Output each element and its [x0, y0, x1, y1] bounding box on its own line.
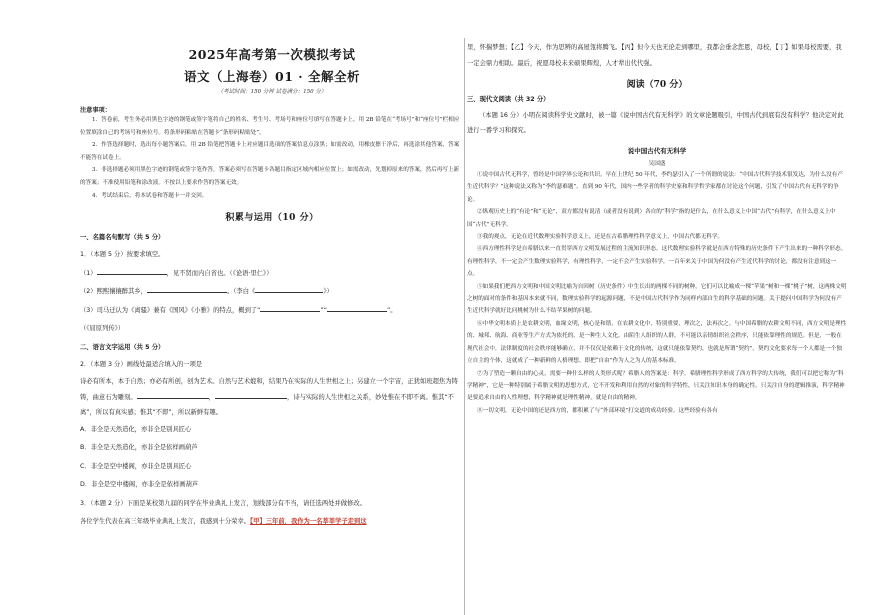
note-item: 3．非选择题必须用黑色字迹的钢笔或签字笔作答，答案必须写在答题卡各题目指定区域内相应位置上；如需改动，先划掉原来的答案，然后再写上新的答案；不准使用铅笔和涂改液。不按以上要求作答的答案无效。	[80, 167, 460, 186]
q3-body-text: 各位学生代表在高三年级毕业典礼上发言，我感到十分荣幸。	[80, 518, 251, 526]
article-paragraph: ⑧一切文明，无论中国的还是西方的，都积累了与“外部环境”打交道的成功经验。这些经验有各有	[477, 407, 718, 414]
q1-2-end: 》）	[323, 288, 333, 296]
question-1-3	[80, 302, 464, 321]
q1-2-mid: 。（李白《	[226, 288, 256, 296]
notes-heading: 注意事项：	[80, 107, 111, 114]
part3-heading: 三、现代文阅读（共 32 分）	[467, 96, 550, 103]
note-item: 1．答卷前，考生务必用黑色字迹的钢笔或签字笔将自己的姓名、考生号、考场号和座位号填写在答题卡上。用 2B 铅笔在“考场号”和“座位号”栏相应位置填涂自己的考场号和座位号。将条形码粘贴在答题卡“条形码粘贴处”。	[80, 117, 460, 136]
article-paragraph: ①说中国古代无科学，曾经是中国学界公论和共识。早在上世纪 50 年代，李约瑟引入了一个所谓的说法：“中国古代科学技术很发达，为什么没有产生近代科学？”这种说法又称为“李约瑟难题”。直到 90 年代，国内一些学者的科学史家和科学哲学家都在讨论这个问题，引发了中国古代有无科学的争论。	[467, 172, 843, 203]
exam-subtitle: 语文（上海卷）01 · 全解全析	[184, 69, 360, 84]
q1-3-end: ”。	[386, 306, 397, 314]
note-item: 4．考试结束后，将本试卷和答题卡一并交回。	[92, 192, 208, 199]
question-2-passage	[80, 374, 464, 421]
q1-1-suffix: ，见不贤而内自省也。（《论语·里仁》）	[166, 269, 273, 277]
answer-blank[interactable]	[260, 303, 320, 312]
answer-blank[interactable]	[137, 390, 209, 399]
q1-3-prefix: （3）司马迁认为《离骚》兼有《国风》《小雅》的特点，概到了“	[80, 306, 261, 314]
question-1-3-source: （《屈原列传》）	[80, 325, 125, 333]
article-paragraph: ④西方理性科学是自希腊以来一直贯穿西方文明发展过程的主流知识形态。这代数理实验科学就是在西方特殊的历史条件下产生出来的一种科学形态。有理性科学，不一定会产生数理实验科学，有理性科学，一定不会产生实验科学。一百年来关于中国为何没有产生近代科学的讨论，都没有注意到这一点。	[467, 246, 847, 278]
question-1-1	[80, 265, 464, 284]
part1-heading: 一、名篇名句默写（共 5 分）	[80, 234, 165, 242]
answer-blank[interactable]	[255, 284, 323, 293]
option-a[interactable]: A．非全是天然造化，亦非全是别具匠心	[80, 425, 192, 433]
section-title-reading: 阅读（70 分）	[626, 80, 688, 90]
exam-time-info: （考试时间：150 分钟 试卷满分：150 分）	[217, 89, 327, 95]
q1-3-mid: ”“	[320, 306, 327, 314]
answer-blank[interactable]	[215, 390, 287, 399]
passage-text-2: ，诗与实际的人生世相之关系，妙处惟在不即不离。惟其“不离”，所以有真实感；惟其“不即”，所以新鲜有趣。	[80, 393, 454, 417]
question-1-2	[80, 283, 464, 302]
reading-intro: （本题 16 分）小明在阅读科学史文献时，被一篇《说中国古代有无科学》的文章论题吸引，中国古代到底有没有科学？他决定对此进行一番学习和探究。	[467, 112, 844, 134]
article-paragraph: ⑥中华文明本质上是农耕文明，血缘文明，核心是和谐，在农耕文化中，特别重要，理次之，法再次之。与中国希腊的农耕文明不同，西方文明是理性的、城邦、航海、商业等生产方式为依托的，是一种生人文化。由陌生人组织的人群，不可能以亲情组织社会秩序，只能依靠理性的规范。但是，一般在现代社会中，法律制度的社会秩序能够确立，并不仅仅是依赖于文化的传统，这就只能依靠契约，也就是所谓“契约”。契约文化要求每一个人都是一个独立自主的个体，这就成了一种新鲜的人格理想。即把“自由”作为人之为人的基本标准。	[467, 320, 847, 365]
article-paragraph: ⑦为了塑造一颗自由的心灵，需要一种什么样的人类形式呢？希腊人的答案是：科学。希腊理性科学形成了西方科学的大传统，我们可以把它称为“科学精神”，它是一种特别属于希腊文明的思想方式，它不开发和利用自然的对象的科学特性，只关注知识本身的确定性，只关注自身的逻辑推演，科学精神是要追求自由的人性理想，科学精神就是理性精神，就是自由的精神。	[467, 370, 845, 402]
exam-title: 2025年高考第一次模拟考试	[188, 47, 356, 62]
article-title: 说中国古代有无科学	[627, 147, 687, 155]
q1-2-prefix: （2）熙熙攘攘醉其乡，	[80, 288, 147, 296]
option-d[interactable]: D．非全是空中楼阁，亦非全是依样画葫芦	[80, 481, 199, 489]
q1-1-prefix: （1）	[80, 269, 97, 277]
answer-blank[interactable]	[327, 303, 387, 312]
answer-blank[interactable]	[97, 266, 167, 275]
note-item: 2．作答选择题时，选出每小题答案后，用 2B 铅笔把答题卡上对应题目选项的答案信息点涂黑；如需改动，用橡皮擦干净后，再选涂其他答案，答案不能答在试卷上。	[80, 142, 460, 161]
column-divider	[464, 38, 465, 615]
section-title-accumulation: 积累与运用（10 分）	[225, 213, 319, 224]
question-2-stem: 2．（本题 3 分）画线处最适合填入的一项是	[80, 360, 203, 368]
right-column	[467, 0, 847, 615]
passage-text: 诗必有所本，本于自然；亦必有所创，创为艺术。自然与艺术媲和，结果乃在实际的人生世相之上；另建立一个宇宙，正犹如班超焦为铸铸，曲意石为雕刻。	[80, 378, 458, 401]
passage-sep: ，	[208, 393, 215, 401]
article-paragraph: ③我的观点，无论在近代数理实验科学意义上，还是在古希腊理性科学意义上，中国古代都无科学。	[477, 234, 724, 241]
question-3-stem: 3．（本题 2 分）下面是某校第九届的同学在毕业典礼上发言，划线部分有不当，请任选两处并做修改。	[80, 499, 366, 507]
part2-heading: 二、语言文字运用（共 5 分）	[80, 343, 165, 351]
answer-blank[interactable]	[147, 284, 227, 293]
option-b[interactable]: B．非全是天然造化，亦非全是依样画葫芦	[80, 444, 198, 452]
article-author: 吴国盛	[648, 161, 666, 167]
question-3-body	[80, 513, 464, 532]
question-3-continuation: 里，怀揣梦想；【乙】今天，作为思辨的高屋瓴将腾飞。【丙】但今天也无论走到哪里，我都会垂念您恩，母校，【丁】如果母校需要，我一定会鼎力相助。最后，祝愿母校未来硕果辉煌，人才辈出代代强。	[467, 44, 842, 67]
article-paragraph: ⑤如果我们把西方文明和中国文明比喻为自因树（历史条件）中生长出的两棵不同的树种，它们可以比喻成一棵“苹果”树和一棵“桃子”树，这两株文明之树的面对的条件和基因本来就不同，数理实验科学的起源问题，不是中国古代科学作为同样内部自生的科学基础的问题。关于提问中国科学为何没有产生近代科学就好比问桃树为什么不结苹果树的问题。	[467, 283, 847, 315]
option-c[interactable]: C．非全是空中楼阁，亦非全是别具匠心	[80, 462, 192, 470]
question-1-stem: 1．（本题 5 分）按要求填空。	[80, 251, 165, 259]
article-paragraph: ②纵观历史上的“有论”和“无论”，双方都没有说清（或者没有说到）各自的“科学”指的是什么，在什么意义上中国“古代”有科学，在什么意义上中国“古代”无科学。	[467, 209, 836, 228]
left-column	[80, 0, 464, 615]
q3-underlined-part: 【甲】三年前，我作为一名莘莘学子走到这	[250, 518, 367, 526]
